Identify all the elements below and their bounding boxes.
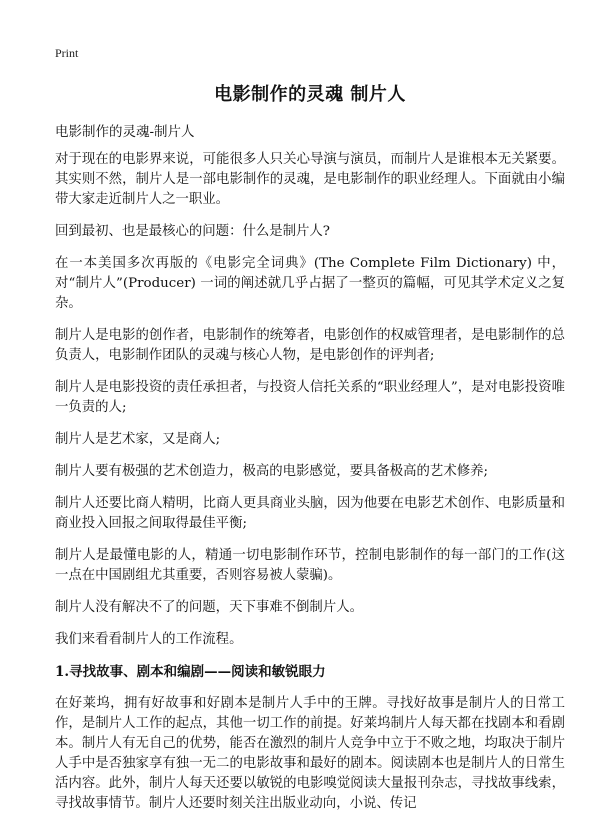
paragraph: 制片人没有解决不了的问题，天下事难不倒制片人。 [55,600,363,615]
paragraph: 制片人是最懂电影的人，精通一切电影制作环节，控制电影制作的每一部门的工作(这一点在中国剧组尤其重要，否则容易被人蒙骗)。 [55,548,565,583]
paragraph: 制片人是艺术家，又是商人; [55,432,221,447]
paragraph: 回到最初、也是最核心的问题：什么是制片人? [55,224,330,239]
section-heading: 1.寻找故事、剧本和编剧——阅读和敏锐眼力 [55,664,326,680]
section-paragraph: 在好莱坞，拥有好故事和好剧本是制片人手中的王牌。寻找好故事是制片人的日常工作，是制片人工作的起点，其他一切工作的前提。好莱坞制片人每天都在找剧本和看剧本。制片人有无自己的优势，能否在激烈的制片人竞争中立于不败之地，均取决于制片人手中是否独家享有独一无二的电影故事和最好的剧本。阅读剧本也是制片人的日常生活内容。此外，制片人每天还要以敏锐的电影嗅觉阅读大量报刊杂志，寻找故事线索，寻找故事情节。制片人还要时刻关注出版业动向，小说、传记 [55,696,565,811]
paragraph: 对于现在的电影界来说，可能很多人只关心导演与演员，而制片人是谁根本无关紧要。其实则不然，制片人是一部电影制作的灵魂，是电影制作的职业经理人。下面就由小编带大家走近制片人之一职业。 [55,152,565,207]
article-subtitle: 电影制作的灵魂-制片人 [55,124,195,140]
page-title: 电影制作的灵魂 制片人 [214,84,406,105]
paragraph: 制片人还要比商人精明，比商人更具商业头脑，因为他要在电影艺术创作、电影质量和商业投入回报之间取得最佳平衡; [55,496,565,531]
article-body [55,150,565,826]
paragraph: 在一本美国多次再版的《电影完全词典》(The Complete Film Dictionary) 中，对“制片人”(Producer) 一词的阐述就几乎占据了一整页的篇幅，可见其学术定义之复杂。 [55,256,565,311]
paragraph: 制片人是电影的创作者，电影制作的统筹者，电影创作的权威管理者，是电影制作的总负责人，电影制作团队的灵魂与核心人物，是电影创作的评判者; [55,328,565,363]
paragraph: 制片人是电影投资的责任承担者，与投资人信托关系的“职业经理人”，是对电影投资唯一负责的人; [55,380,565,415]
paragraph: 制片人要有极强的艺术创造力，极高的电影感觉，要具备极高的艺术修养; [55,464,489,479]
print-link[interactable]: Print [55,46,79,60]
paragraph: 我们来看看制片人的工作流程。 [55,632,243,647]
